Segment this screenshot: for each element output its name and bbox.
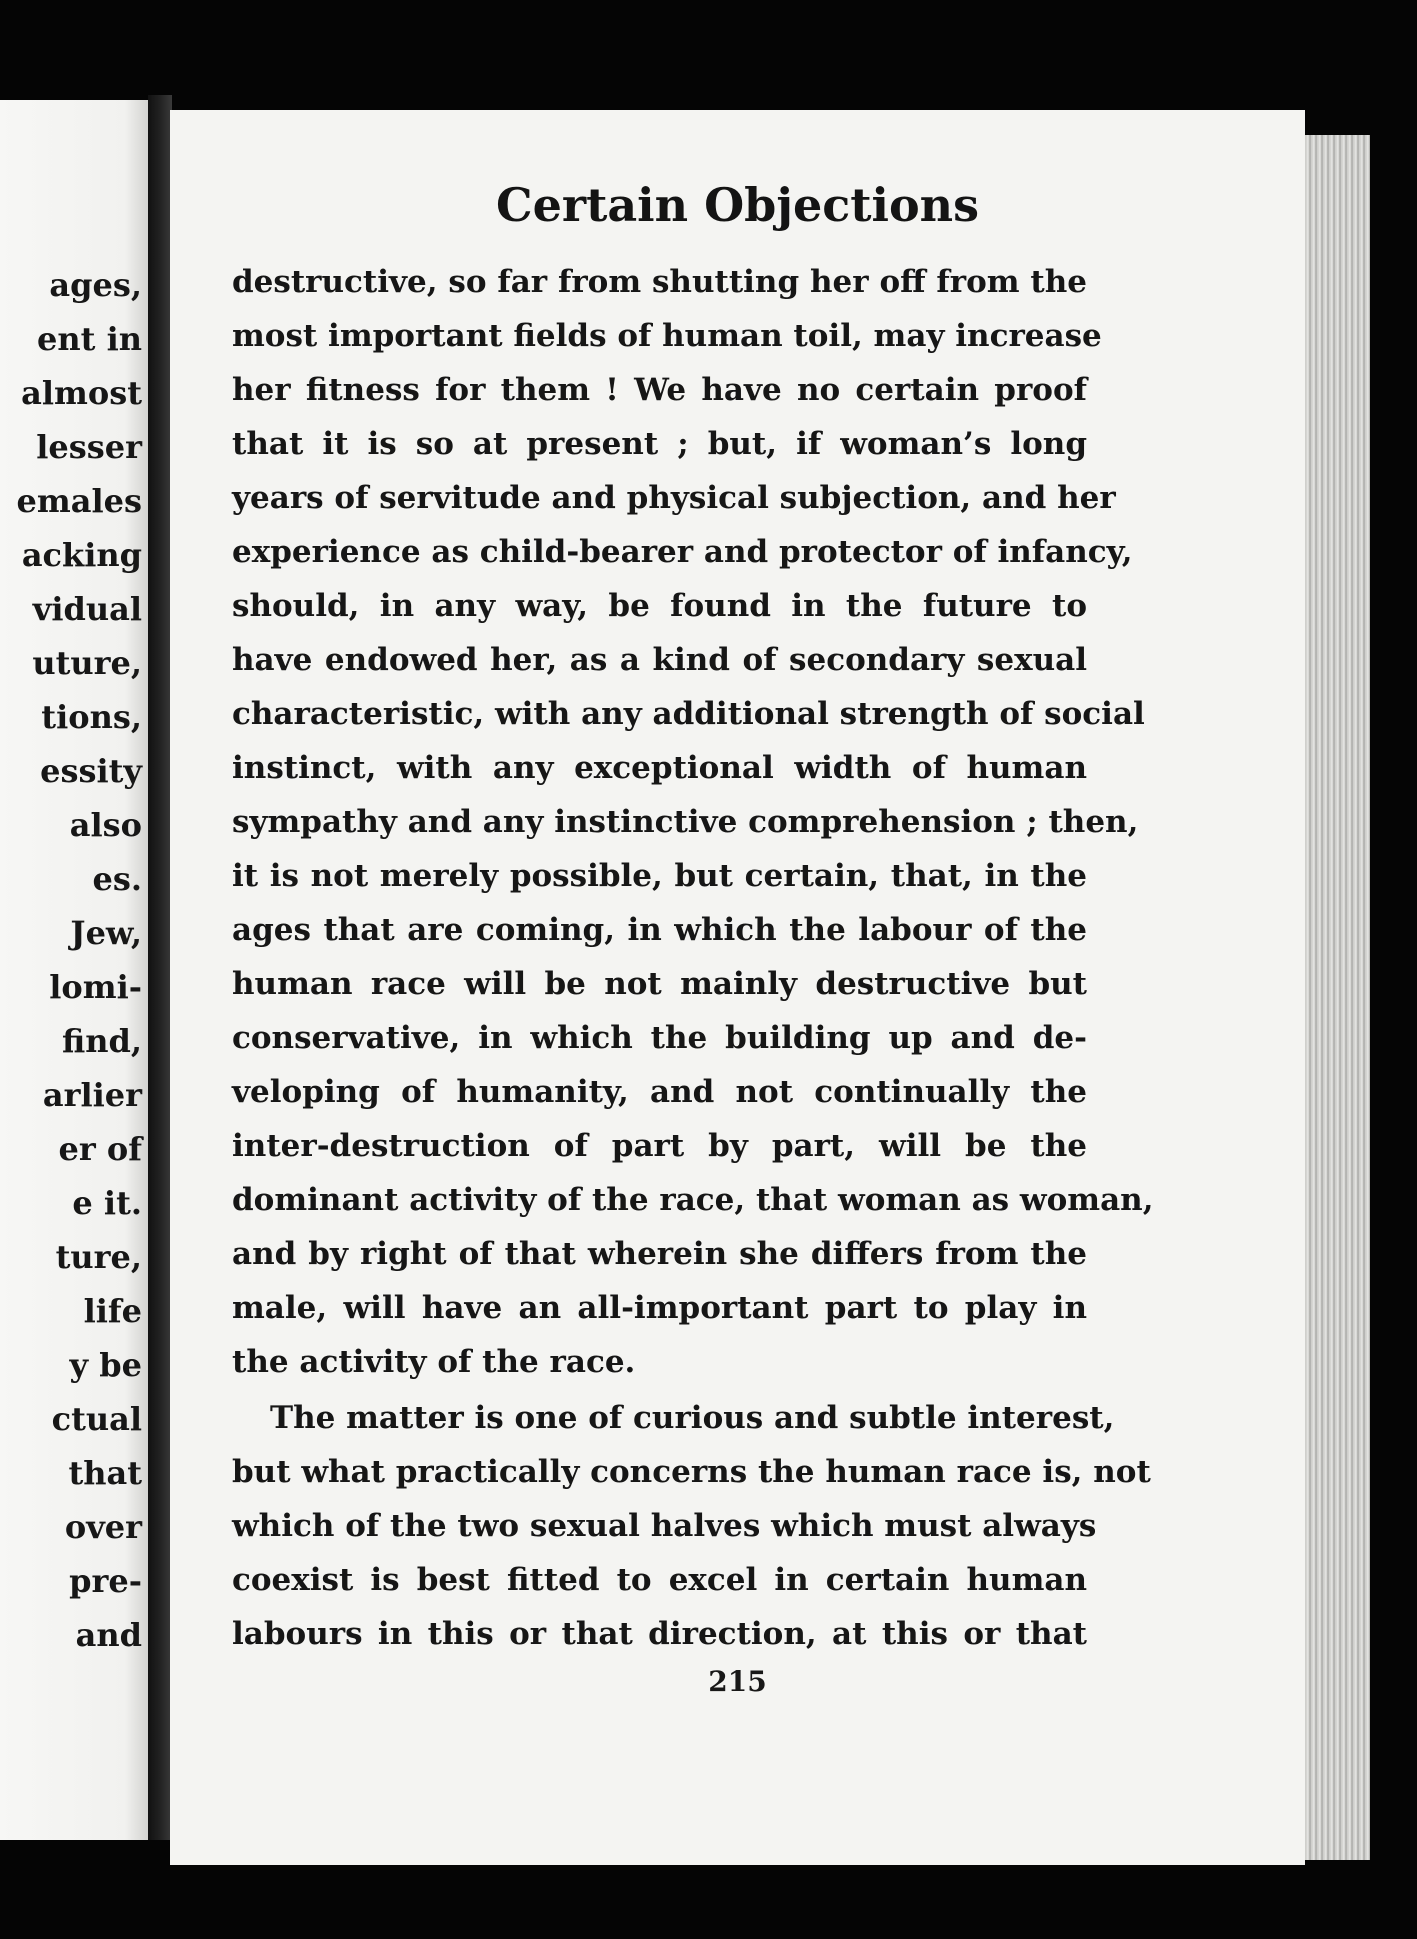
text-line: most important fields of human toil, may increase	[232, 318, 1102, 354]
left-page-line: lomi-	[49, 968, 142, 1006]
text-line: years of servitude and physical subjection, and her	[232, 480, 1116, 516]
left-page-line: almost	[21, 374, 142, 412]
left-page-line: e it.	[72, 1184, 142, 1222]
left-page-line: pre-	[69, 1562, 142, 1600]
left-page-line: also	[69, 806, 142, 844]
left-page-line: er of	[58, 1130, 142, 1168]
book-gutter	[148, 95, 172, 1840]
text-line: male, will have an all-important part to play in	[232, 1290, 1087, 1326]
text-line: sympathy and any instinctive comprehension ; then,	[232, 804, 1139, 840]
left-page-line: that	[68, 1454, 142, 1492]
text-line: that it is so at present ; but, if woman’s long	[232, 426, 1087, 462]
text-line: destructive, so far from shutting her off from the	[232, 264, 1087, 300]
text-line: coexist is best fitted to excel in certain human	[232, 1562, 1087, 1598]
left-page-line: acking	[21, 536, 142, 574]
page-title: Certain Objections	[496, 178, 979, 232]
text-line: dominant activity of the race, that woman as woman,	[232, 1182, 1154, 1218]
left-page-line: arlier	[42, 1076, 142, 1114]
text-line: inter-destruction of part by part, will be the	[232, 1128, 1087, 1164]
text-line: veloping of humanity, and not continually the	[232, 1074, 1087, 1110]
left-page-line: ent in	[37, 320, 142, 358]
text-line: should, in any way, be found in the future to	[232, 588, 1087, 624]
left-page	[0, 100, 156, 1840]
text-line: conservative, in which the building up and de-	[232, 1020, 1087, 1056]
left-page-line: over	[64, 1508, 142, 1546]
right-page	[170, 110, 1305, 1865]
left-page-line: ages,	[49, 266, 142, 304]
text-line: ages that are coming, in which the labour of the	[232, 912, 1087, 948]
text-line: and by right of that wherein she differs from the	[232, 1236, 1087, 1272]
left-page-line: Jew,	[70, 914, 142, 952]
left-page-line: uture,	[32, 644, 142, 682]
text-line: the activity of the race.	[232, 1344, 636, 1380]
left-page-line: and	[75, 1616, 142, 1654]
left-page-line: lesser	[36, 428, 142, 466]
left-page-line: ture,	[55, 1238, 142, 1276]
text-line: have endowed her, as a kind of secondary sexual	[232, 642, 1087, 678]
text-line: The matter is one of curious and subtle interest,	[270, 1400, 1115, 1436]
left-page-line: life	[83, 1292, 142, 1330]
left-page-line: es.	[92, 860, 142, 898]
left-page-line: find,	[61, 1022, 142, 1060]
text-line: her fitness for them ! We have no certain proof	[232, 372, 1087, 408]
text-line: instinct, with any exceptional width of human	[232, 750, 1087, 786]
left-page-line: vidual	[32, 590, 142, 628]
text-line: it is not merely possible, but certain, that, in the	[232, 858, 1087, 894]
left-page-line: essity	[40, 752, 142, 790]
left-page-line: y be	[69, 1346, 142, 1384]
text-line: but what practically concerns the human race is, not	[232, 1454, 1151, 1490]
text-line: human race will be not mainly destructive but	[232, 966, 1087, 1002]
left-page-line: ctual	[51, 1400, 142, 1438]
left-page-line: tions,	[41, 698, 142, 736]
page-edges	[1300, 135, 1370, 1860]
page-number: 215	[708, 1665, 767, 1698]
text-line: characteristic, with any additional strength of social	[232, 696, 1145, 732]
text-line: labours in this or that direction, at this or that	[232, 1616, 1087, 1652]
text-line: experience as child-bearer and protector of infancy,	[232, 534, 1133, 570]
text-line: which of the two sexual halves which must always	[232, 1508, 1097, 1544]
left-page-line: emales	[16, 482, 142, 520]
